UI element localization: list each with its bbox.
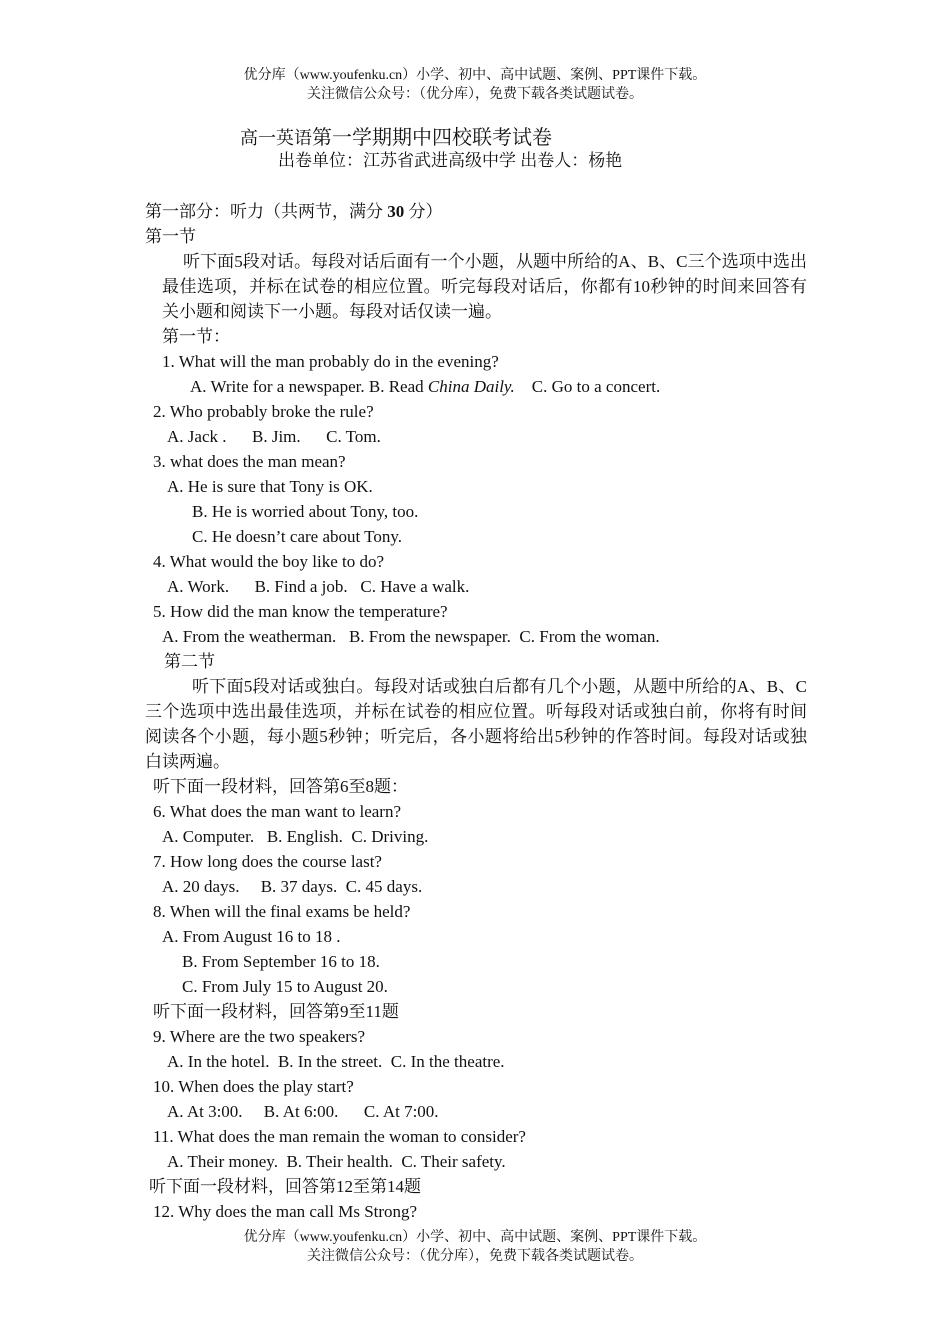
section1-label-2: 第一节：: [162, 327, 230, 346]
footer-line-1: 优分库（www.youfenku.cn）小学、初中、高中试题、案例、PPT课件下载。: [243, 1230, 707, 1245]
section1-instructions: 听下面5段对话。每段对话后面有一个小题，从题中所给的A、B、C三个选项中选出最佳选项，并标在试卷的相应位置。听完每段对话后，你都有10秒钟的时间来回答有关小题和阅读下一小题。每段对话仅读一遍。: [162, 252, 807, 321]
question-6-options: A. Computer. B. English. C. Driving.: [162, 827, 429, 846]
question-8: 8. When will the final exams be held?: [153, 902, 411, 921]
footer-line-2: 关注微信公众号：（优分库），免费下载各类试题试卷。: [307, 1249, 643, 1264]
question-10: 10. When does the play start?: [153, 1077, 354, 1096]
question-10-options: A. At 3:00. B. At 6:00. C. At 7:00.: [167, 1102, 439, 1121]
question-3: 3. what does the man mean?: [153, 452, 346, 471]
q1-option-a: A. Write for a newspaper. B. Read: [190, 377, 428, 396]
question-8-option-b: B. From September 16 to 18.: [182, 952, 380, 971]
part1-heading: [145, 199, 950, 224]
page-footer: [0, 1228, 950, 1266]
part1-score: 30: [387, 202, 405, 221]
section2-label: 第二节: [164, 652, 215, 671]
q1-option-b-italic: China Daily.: [427, 377, 515, 396]
q1-option-c: C. Go to a concert.: [514, 377, 661, 396]
material-6-8: 听下面一段材料，回答第6至8题：: [153, 777, 408, 796]
exam-subtitle: 出卷单位：江苏省武进高级中学 出卷人：杨艳: [278, 151, 623, 170]
material-12-14: 听下面一段材料，回答第12至第14题: [149, 1177, 421, 1196]
exam-title: [240, 126, 552, 150]
question-7-options: A. 20 days. B. 37 days. C. 45 days.: [162, 877, 423, 896]
exam-body: [0, 199, 950, 1224]
question-5-options: A. From the weatherman. B. From the newspaper. C. From the woman.: [162, 627, 660, 646]
question-2: 2. Who probably broke the rule?: [153, 402, 374, 421]
question-11-options: A. Their money. B. Their health. C. Their safety.: [167, 1152, 506, 1171]
header-line-2: 关注微信公众号：（优分库），免费下载各类试题试卷。: [307, 87, 643, 102]
question-7: 7. How long does the course last?: [153, 852, 382, 871]
question-1-options: [190, 374, 950, 399]
question-3-option-a: A. He is sure that Tony is OK.: [167, 477, 373, 496]
material-9-11: 听下面一段材料，回答第9至11题: [153, 1002, 399, 1021]
question-4-options: A. Work. B. Find a job. C. Have a walk.: [167, 577, 470, 596]
question-9-options: A. In the hotel. B. In the street. C. In the theatre.: [167, 1052, 505, 1071]
question-5: 5. How did the man know the temperature?: [153, 602, 448, 621]
question-4: 4. What would the boy like to do?: [153, 552, 385, 571]
header-line-1: 优分库（www.youfenku.cn）小学、初中、高中试题、案例、PPT课件下载。: [243, 68, 707, 83]
part1-heading-text: 第一部分：听力（共两节，满分: [145, 202, 383, 221]
exam-title-prefix: 高一英语: [240, 128, 312, 148]
question-1: 1. What will the man probably do in the evening?: [162, 352, 499, 371]
exam-title-main: 第一学期期中四校联考试卷: [312, 127, 552, 149]
question-8-option-c: C. From July 15 to August 20.: [182, 977, 388, 996]
question-3-option-b: B. He is worried about Tony, too.: [192, 502, 419, 521]
question-9: 9. Where are the two speakers?: [153, 1027, 366, 1046]
question-2-options: A. Jack . B. Jim. C. Tom.: [167, 427, 381, 446]
question-6: 6. What does the man want to learn?: [153, 802, 401, 821]
page-header: [0, 66, 950, 104]
question-8-option-a: A. From August 16 to 18 .: [162, 927, 341, 946]
section1-label: 第一节: [145, 227, 196, 246]
section2-instructions: 听下面5段对话或独白。每段对话或独白后都有几个小题，从题中所给的A、B、C三个选项中选出最佳选项，并标在试卷的相应位置。听每段对话或独白前，你将有时间阅读各个小题，每小题5秒钟；听完后，各小题将给出5秒钟的作答时间。每段对话或独白读两遍。: [145, 677, 807, 771]
question-11: 11. What does the man remain the woman to consider?: [153, 1127, 526, 1146]
question-3-option-c: C. He doesn’t care about Tony.: [192, 527, 403, 546]
question-12: 12. Why does the man call Ms Strong?: [153, 1202, 418, 1221]
part1-heading-end: 分）: [408, 202, 443, 221]
